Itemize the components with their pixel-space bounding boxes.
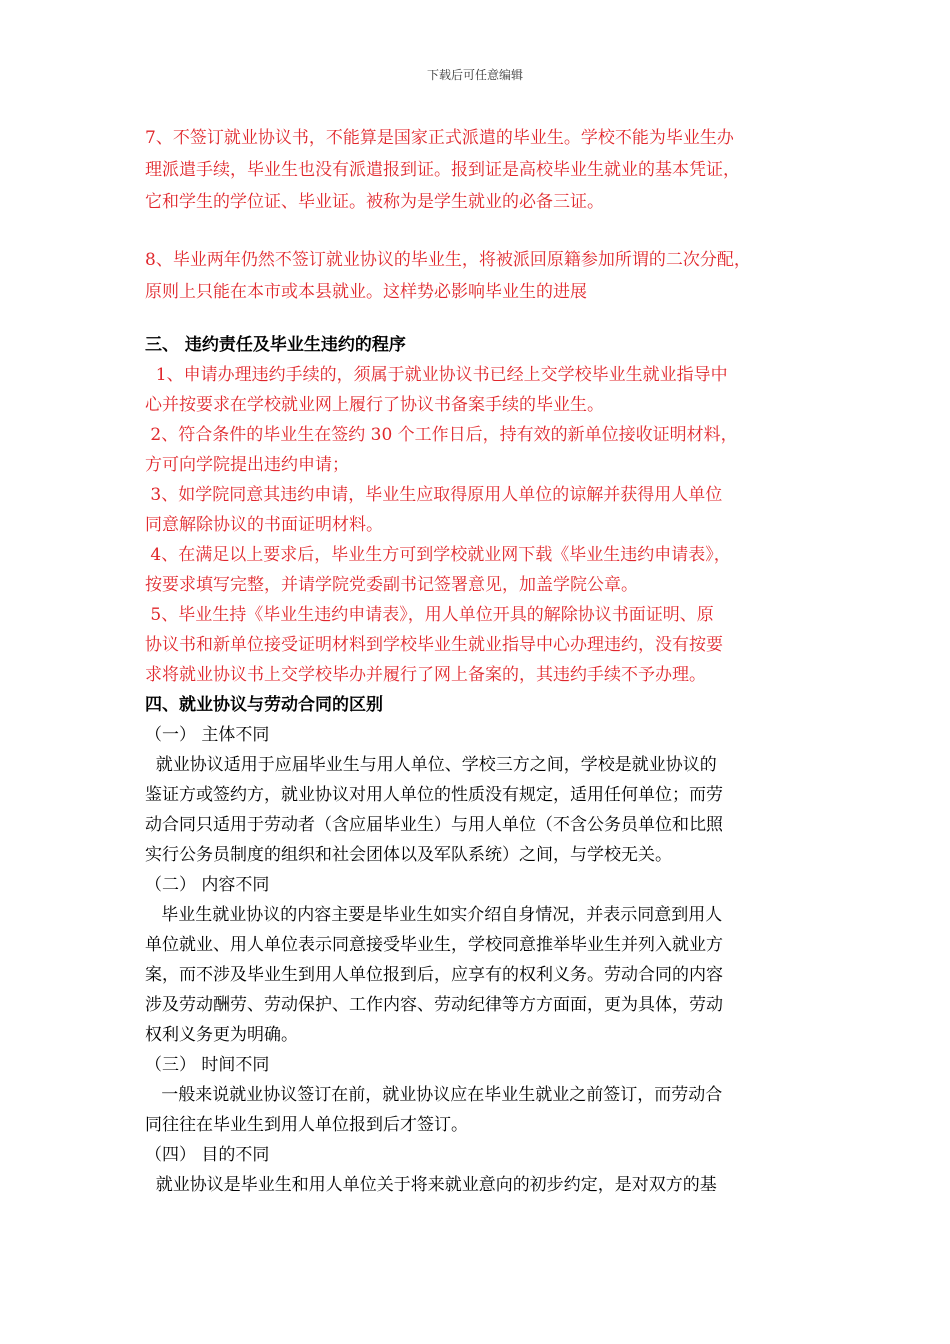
subsection-2-line: 案，而不涉及毕业生到用人单位报到后，应享有的权利义务。劳动合同的内容 [145,965,723,985]
subsection-3-title: （三） 时间不同 [145,1055,270,1075]
section-3-line: 2、符合条件的毕业生在签约 30 个工作日后，持有效的新单位接收证明材料， [145,425,738,445]
section-3-line: 按要求填写完整，并请学院党委副书记签署意见，加盖学院公章。 [145,575,638,595]
item-7-line-2: 理派遣手续，毕业生也没有派遣报到证。报到证是高校毕业生就业的基本凭证， [145,160,740,180]
item-7-line-1: 7、不签订就业协议书，不能算是国家正式派遣的毕业生。学校不能为毕业生办 [145,128,734,148]
item-8-line-2: 原则上只能在本市或本县就业。这样势必影响毕业生的进展 [145,282,587,302]
section-3 [145,330,825,690]
section-3-line: 4、在满足以上要求后，毕业生方可到学校就业网下载《毕业生违约申请表》， [145,545,731,565]
subsection-1-line: 动合同只适用于劳动者（含应届毕业生）与用人单位（不含公务员单位和比照 [145,815,723,835]
subsection-4-line: 就业协议是毕业生和用人单位关于将来就业意向的初步约定，是对双方的基 [145,1175,717,1195]
subsection-1-line: 鉴证方或签约方，就业协议对用人单位的性质没有规定，适用任何单位；而劳 [145,785,723,805]
section-3-line: 5、毕业生持《毕业生违约申请表》，用人单位开具的解除协议书面证明、原 [145,605,714,625]
subsection-1-line: 就业协议适用于应届毕业生与用人单位、学校三方之间，学校是就业协议的 [145,755,717,775]
item-8-line-1: 8、毕业两年仍然不签订就业协议的毕业生，将被派回原籍参加所谓的二次分配， [145,250,751,270]
subsection-3-line: 一般来说就业协议签订在前，就业协议应在毕业生就业之前签订，而劳动合 [145,1085,723,1105]
subsection-3-line: 同往往在毕业生到用人单位报到后才签订。 [145,1115,468,1135]
section-3-title: 三、 违约责任及毕业生违约的程序 [145,335,406,355]
section-3-line: 心并按要求在学校就业网上履行了协议书备案手续的毕业生。 [145,395,604,415]
section-3-line: 求将就业协议书上交学校毕办并履行了网上备案的，其违约手续不予办理。 [145,665,706,685]
section-3-line: 协议书和新单位接受证明材料到学校毕业生就业指导中心办理违约，没有按要 [145,635,723,655]
section-4-title: 四、就业协议与劳动合同的区别 [145,695,383,715]
subsection-1-title: （一） 主体不同 [145,725,270,745]
section-3-line: 同意解除协议的书面证明材料。 [145,515,383,535]
section-4 [145,690,825,1200]
subsection-2-title: （二） 内容不同 [145,875,270,895]
subsection-2-line: 权利义务更为明确。 [145,1025,298,1045]
item-7 [145,122,825,218]
subsection-2-line: 单位就业、用人单位表示同意接受毕业生，学校同意推举毕业生并列入就业方 [145,935,723,955]
document-body [145,122,825,1200]
item-7-line-3: 它和学生的学位证、毕业证。被称为是学生就业的必备三证。 [145,192,604,212]
subsection-2-line: 涉及劳动酬劳、劳动保护、工作内容、劳动纪律等方方面面，更为具体，劳动 [145,995,723,1015]
subsection-2-line: 毕业生就业协议的内容主要是毕业生如实介绍自身情况，并表示同意到用人 [145,905,723,925]
section-3-line: 3、如学院同意其违约申请，毕业生应取得原用人单位的谅解并获得用人单位 [145,485,723,505]
page-header: 下载后可任意编辑 [426,68,523,82]
subsection-1-line: 实行公务员制度的组织和社会团体以及军队系统）之间，与学校无关。 [145,845,672,865]
subsection-4-title: （四） 目的不同 [145,1145,270,1165]
item-8 [145,244,825,308]
section-3-line: 方可向学院提出违约申请； [145,455,349,475]
section-3-line: 1、申请办理违约手续的，须属于就业协议书已经上交学校毕业生就业指导中 [145,365,728,385]
